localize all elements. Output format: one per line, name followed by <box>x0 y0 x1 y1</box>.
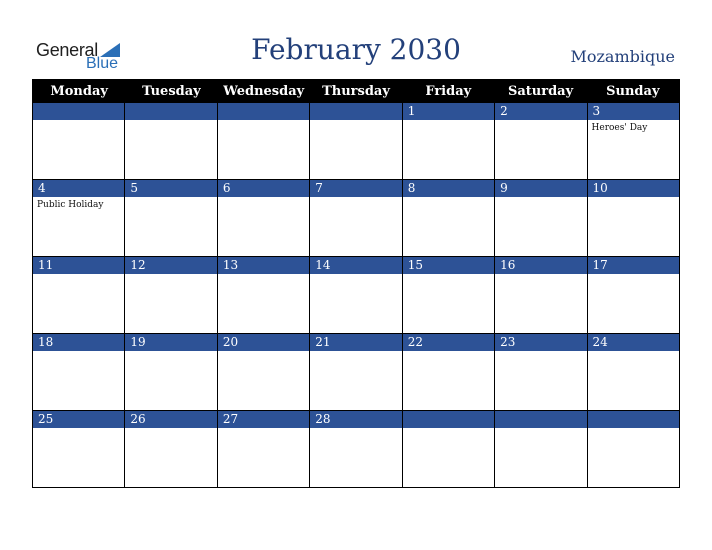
day-number: 18 <box>33 334 124 351</box>
day-cell[interactable] <box>217 411 309 487</box>
logo-general-text: General <box>36 40 98 60</box>
day-number: 27 <box>218 411 309 428</box>
day-cell[interactable] <box>124 103 216 179</box>
day-cell[interactable] <box>33 334 124 410</box>
day-cell[interactable] <box>217 180 309 256</box>
day-number <box>495 411 586 428</box>
day-number: 6 <box>218 180 309 197</box>
day-number: 21 <box>310 334 401 351</box>
country-label: Mozambique <box>570 47 675 66</box>
day-cell[interactable] <box>33 180 124 256</box>
day-number <box>218 103 309 120</box>
day-cell[interactable] <box>309 180 401 256</box>
day-cell[interactable] <box>33 257 124 333</box>
weekday-thursday: Thursday <box>322 84 390 99</box>
day-cell[interactable] <box>587 180 679 256</box>
day-cell[interactable] <box>33 411 124 487</box>
day-number: 23 <box>495 334 586 351</box>
day-cell[interactable] <box>494 103 586 179</box>
week-row <box>33 179 679 256</box>
day-cell[interactable] <box>309 257 401 333</box>
day-cell[interactable] <box>494 257 586 333</box>
week-row <box>33 410 679 487</box>
weekday-sunday: Sunday <box>606 84 660 99</box>
day-number: 11 <box>33 257 124 274</box>
day-number: 4 <box>33 180 124 197</box>
day-number: 24 <box>588 334 679 351</box>
day-number: 2 <box>495 103 586 120</box>
day-number: 5 <box>125 180 216 197</box>
weekday-saturday: Saturday <box>507 84 574 99</box>
week-row <box>33 333 679 410</box>
day-number: 20 <box>218 334 309 351</box>
day-number: 28 <box>310 411 401 428</box>
day-cell[interactable] <box>309 103 401 179</box>
day-number: 7 <box>310 180 401 197</box>
day-cell[interactable] <box>402 257 494 333</box>
day-cell[interactable] <box>402 103 494 179</box>
day-cell[interactable] <box>124 180 216 256</box>
day-number: 17 <box>588 257 679 274</box>
logo-blue-text: Blue <box>86 55 119 72</box>
holiday-label: Public Holiday <box>37 200 104 210</box>
day-number: 1 <box>403 103 494 120</box>
page-title: February 2030 <box>251 33 461 66</box>
day-number: 8 <box>403 180 494 197</box>
day-cell[interactable] <box>217 103 309 179</box>
day-cell[interactable] <box>494 334 586 410</box>
weekday-friday: Friday <box>425 84 472 99</box>
day-number: 22 <box>403 334 494 351</box>
day-cell[interactable] <box>587 103 679 179</box>
day-cell[interactable] <box>124 334 216 410</box>
day-number <box>403 411 494 428</box>
day-number: 3 <box>588 103 679 120</box>
day-number: 10 <box>588 180 679 197</box>
day-number: 19 <box>125 334 216 351</box>
day-number: 25 <box>33 411 124 428</box>
day-cell[interactable] <box>124 411 216 487</box>
day-cell[interactable] <box>309 334 401 410</box>
week-row <box>33 103 679 179</box>
day-cell[interactable] <box>124 257 216 333</box>
calendar-grid <box>32 79 680 488</box>
day-cell[interactable] <box>217 257 309 333</box>
day-cell[interactable] <box>587 411 679 487</box>
day-number: 9 <box>495 180 586 197</box>
holiday-label: Heroes' Day <box>591 123 648 133</box>
weekday-wednesday: Wednesday <box>223 84 305 99</box>
day-number <box>125 103 216 120</box>
day-cell[interactable] <box>402 411 494 487</box>
calendar-weeks <box>33 103 679 487</box>
day-cell[interactable] <box>587 334 679 410</box>
day-number <box>310 103 401 120</box>
day-number <box>588 411 679 428</box>
day-cell[interactable] <box>402 334 494 410</box>
weekday-tuesday: Tuesday <box>142 84 201 99</box>
weekday-monday: Monday <box>50 84 108 99</box>
day-number <box>33 103 124 120</box>
day-number: 26 <box>125 411 216 428</box>
day-number: 16 <box>495 257 586 274</box>
day-number: 14 <box>310 257 401 274</box>
day-cell[interactable] <box>33 103 124 179</box>
day-cell[interactable] <box>494 411 586 487</box>
day-cell[interactable] <box>217 334 309 410</box>
day-cell[interactable] <box>587 257 679 333</box>
day-number: 12 <box>125 257 216 274</box>
day-cell[interactable] <box>402 180 494 256</box>
day-number: 15 <box>403 257 494 274</box>
day-number: 13 <box>218 257 309 274</box>
day-cell[interactable] <box>494 180 586 256</box>
day-cell[interactable] <box>309 411 401 487</box>
weekday-header <box>33 80 679 103</box>
week-row <box>33 256 679 333</box>
